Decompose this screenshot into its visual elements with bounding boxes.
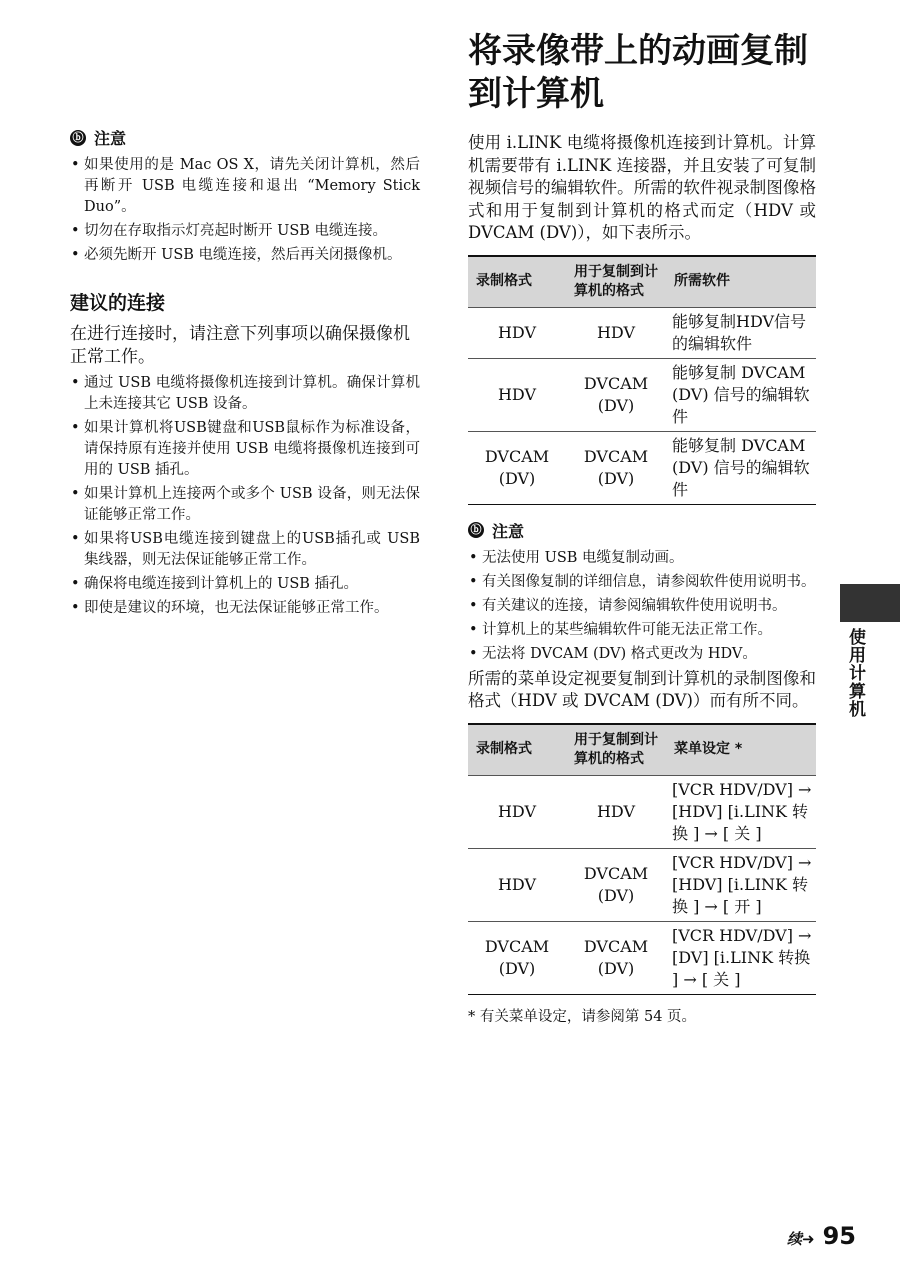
software-table [468, 255, 816, 505]
note-heading-left: ⓑ 注意 [70, 126, 420, 149]
page-title: 将录像带上的动画复制到计算机 [468, 31, 808, 114]
table-header: 录制格式 [468, 724, 566, 776]
table-row: DVCAM (DV) DVCAM (DV) [VCR HDV/DV] → [DV] [i.LINK 转换 ] → [ 关 ] [468, 921, 816, 994]
list-item: • 确保将电缆连接到计算机上的 USB 插孔。 [70, 574, 420, 595]
list-item: • 通过 USB 电缆将摄像机连接到计算机。确保计算机上未连接其它 USB 设备。 [70, 373, 420, 415]
arrow-right-icon: ➜ [802, 1230, 815, 1248]
section-tab-label: 使用计算机 [845, 628, 865, 718]
list-item: • 即使是建议的环境，也无法保证能够正常工作。 [70, 598, 420, 619]
table-row: HDV DVCAM (DV) 能够复制 DVCAM (DV) 信号的编辑软件 [468, 358, 816, 431]
table-header: 用于复制到计算机的格式 [566, 256, 666, 308]
list-item: • 如果将USB电缆连接到键盘上的USB插孔或 USB 集线器，则无法保证能够正常工作。 [70, 529, 420, 571]
table-header: 用于复制到计算机的格式 [566, 724, 666, 776]
section-heading: 建议的连接 [70, 292, 166, 314]
table-header: 菜单设定 * [666, 724, 816, 776]
footnote: * 有关菜单设定，请参阅第 54 页。 [468, 1008, 697, 1025]
right-column [468, 30, 816, 1026]
intro-paragraph: 使用 i.LINK 电缆将摄像机连接到计算机。计算机需要带有 i.LINK 连接器，并且安装了可复制视频信号的编辑软件。所需的软件视录制图像格式和用于复制到计算机的格式而定（HDV 或 DVCAM (DV)），如下表所示。 [468, 133, 816, 242]
list-item: • 无法使用 USB 电缆复制动画。 [468, 548, 816, 569]
table-row: HDV HDV [VCR HDV/DV] → [HDV] [i.LINK 转换 ] → [ 关 ] [468, 775, 816, 848]
table-row: DVCAM (DV) DVCAM (DV) 能够复制 DVCAM (DV) 信号的编辑软件 [468, 431, 816, 504]
caution-icon: ⓑ [70, 130, 86, 146]
table-row: HDV DVCAM (DV) [VCR HDV/DV] → [HDV] [i.LINK 转换 ] → [ 开 ] [468, 848, 816, 921]
list-item: • 无法将 DVCAM (DV) 格式更改为 HDV。 [468, 644, 816, 665]
list-item: • 如果计算机上连接两个或多个 USB 设备，则无法保证能够正常工作。 [70, 484, 420, 526]
table-header: 录制格式 [468, 256, 566, 308]
menu-paragraph: 所需的菜单设定视要复制到计算机的录制图像和格式（HDV 或 DVCAM (DV)）而有所不同。 [468, 668, 816, 710]
list-item: • 切勿在存取指示灯亮起时断开 USB 电缆连接。 [70, 221, 420, 242]
continued-marker: 续➜ [787, 1230, 815, 1248]
page-footer [787, 1222, 856, 1250]
menu-settings-table [468, 723, 816, 995]
note-list-right [468, 548, 816, 665]
page-number: 95 [822, 1222, 856, 1250]
section-lead: 在进行连接时，请注意下列事项以确保摄像机正常工作。 [70, 324, 410, 367]
section-tab-marker [840, 584, 900, 622]
list-item: • 如果使用的是 Mac OS X，请先关闭计算机，然后再断开 USB 电缆连接和退出 “Memory Stick Duo”。 [70, 155, 420, 218]
table-header: 所需软件 [666, 256, 816, 308]
table-row: HDV HDV 能够复制HDV信号的编辑软件 [468, 307, 816, 358]
note-heading-right: ⓑ 注意 [468, 519, 816, 542]
connection-list [70, 373, 420, 619]
note-list-left [70, 155, 420, 266]
caution-icon: ⓑ [468, 522, 484, 538]
list-item: • 有关建议的连接，请参阅编辑软件使用说明书。 [468, 596, 816, 617]
list-item: • 如果计算机将USB键盘和USB鼠标作为标准设备，请保持原有连接并使用 USB 电缆将摄像机连接到可用的 USB 插孔。 [70, 418, 420, 481]
list-item: • 有关图像复制的详细信息，请参阅软件使用说明书。 [468, 572, 816, 593]
list-item: • 计算机上的某些编辑软件可能无法正常工作。 [468, 620, 816, 641]
list-item: • 必须先断开 USB 电缆连接，然后再关闭摄像机。 [70, 245, 420, 266]
left-column [70, 126, 420, 622]
